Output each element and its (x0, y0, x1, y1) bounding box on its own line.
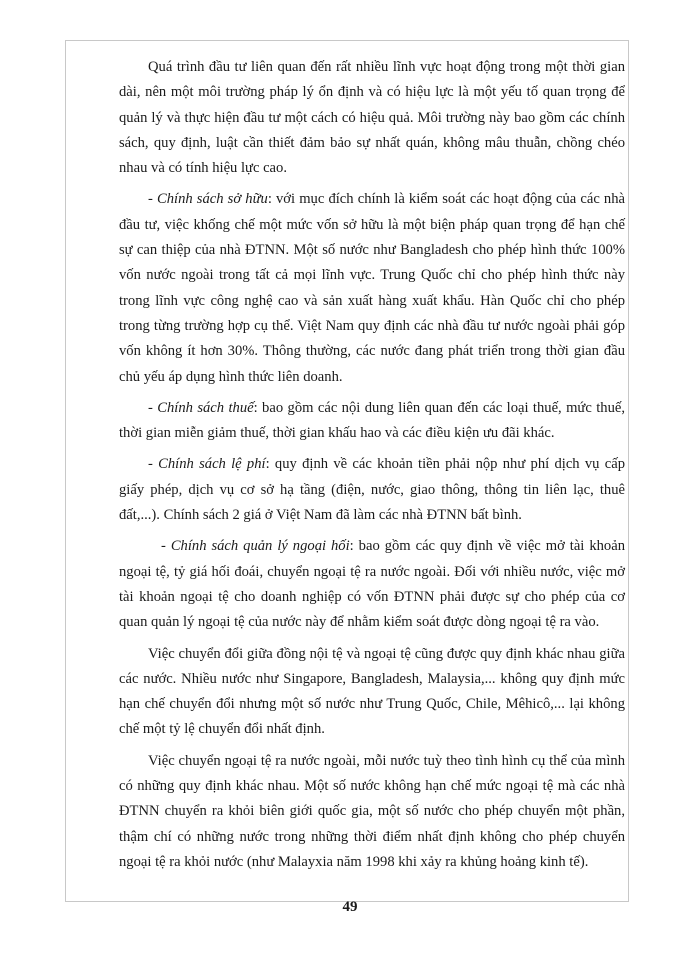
paragraph-lead: - Chính sách lệ phí (148, 456, 266, 473)
paragraph-text: Quá trình đầu tư liên quan đến rất nhiều lĩnh vực hoạt động trong một thời gian dài, nên một môi trường pháp lý ổn định và có hiệu lực là một yếu tố quan trọng để quản lý và thực hiện đầu tư một cách có hiệu quả. Môi trường này bao gồm các chính sách, quy định, luật cần thiết đảm bảo sự nhất quán, không mâu thuẫn, chồng chéo nhau và có tính hiệu lực cao. (119, 59, 625, 177)
body-text (119, 55, 625, 875)
paragraph-currency-conversion (119, 642, 625, 743)
page-number: 49 (342, 899, 358, 915)
paragraph-text: : bao gồm các quy định về việc mở tài khoản ngoại tệ, tỷ giá hối đoái, chuyển ngoại tệ ra nước ngoài. Đối với nhiều nước, việc mở tài khoản ngoại tệ cho doanh nghiệp có vốn ĐTNN phải được sự cho phép của cơ quan quản lý ngoại tệ của nước này để nhằm kiểm soát được dòng ngoại tệ ra vào. (119, 538, 625, 631)
paragraph-lead: - Chính sách quản lý ngoại hối (161, 538, 350, 555)
paragraph-text: : bao gồm các nội dung liên quan đến các loại thuế, mức thuế, thời gian miễn giảm thuế, thời gian khấu hao và các điều kiện ưu đãi khác. (119, 399, 625, 442)
paragraph-lead: - Chính sách sở hữu (148, 191, 268, 208)
paragraph-currency-transfer (119, 749, 625, 875)
paragraph-ownership-policy (119, 187, 625, 389)
paragraph-text: : với mục đích chính là kiểm soát các hoạt động của các nhà đầu tư, việc khống chế một mức vốn sở hữu là một biện pháp quan trọng để hạn chế sự can thiệp của nhà ĐTNN. Một số nước như Bangladesh cho phép hình thức 100% vốn nước ngoài trong tất cả mọi lĩnh vực. Trung Quốc chỉ cho phép hình thức này trong lĩnh vực công nghệ cao và sản xuất hàng xuất khẩu. Hàn Quốc chỉ cho phép trong từng trường hợp cụ thể. Việt Nam quy định các nhà đầu tư nước ngoài phải góp vốn không ít hơn 30%. Thông thường, các nước đang phát triển trong thời gian đầu chủ yếu áp dụng hình thức liên doanh. (119, 191, 626, 385)
paragraph-forex-policy (119, 534, 625, 635)
paragraph-text: Việc chuyển ngoại tệ ra nước ngoài, mỗi nước tuỳ theo tình hình cụ thể của mình có những quy định khác nhau. Một số nước không hạn chế mức ngoại tệ mà các nhà ĐTNN chuyển ra khỏi biên giới quốc gia, một số nước cho phép chuyển một phần, thậm chí có những nước trong những thời điểm nhất định không cho phép chuyển ngoại tệ ra khỏi nước (như Malayxia năm 1998 khi xảy ra khủng hoảng kinh tế). (119, 752, 625, 870)
paragraph-fee-policy (119, 452, 625, 528)
paragraph-text: Việc chuyển đổi giữa đồng nội tệ và ngoại tệ cũng được quy định khác nhau giữa các nước. Nhiều nước như Singapore, Bangladesh, Malaysia,... không quy định mức hạn chế chuyển đổi nhưng một số nước như Trung Quốc, Chile, Mêhicô,... lại không chế một tỷ lệ chuyển đổi nhất định. (119, 645, 625, 738)
paragraph-lead: - Chính sách thuế (148, 399, 254, 416)
paragraph-intro (119, 55, 625, 181)
paragraph-tax-policy (119, 396, 625, 447)
paragraph-text: : quy định về các khoản tiền phải nộp như phí dịch vụ cấp giấy phép, dịch vụ cơ sở hạ tầng (điện, nước, giao thông, thông tin liên lạc, thuê đất,...). Chính sách 2 giá ở Việt Nam đã làm các nhà ĐTNN bất bình. (119, 456, 625, 524)
